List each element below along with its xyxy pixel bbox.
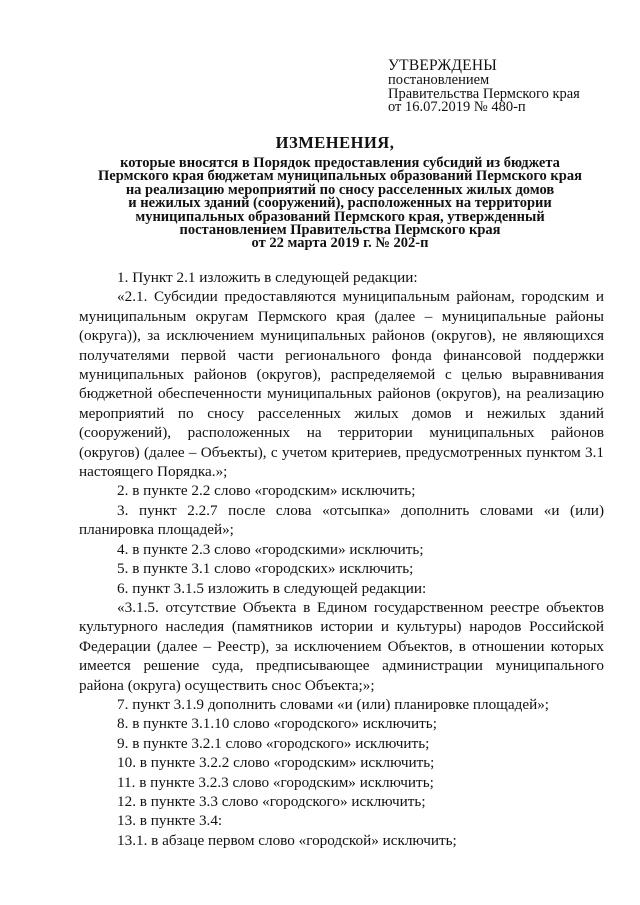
document-heading: ИЗМЕНЕНИЯ, <box>275 133 395 152</box>
subtitle-line: от 22 марта 2019 г. № 202-п <box>251 235 429 252</box>
document-body <box>79 268 604 850</box>
paragraph: 5. в пункте 3.1 слово «городских» исключить; <box>117 560 414 578</box>
paragraph: 8. в пункте 3.1.10 слово «городского» исключить; <box>117 715 437 733</box>
paragraph: 6. пункт 3.1.5 изложить в следующей редакции: <box>117 579 427 597</box>
paragraph: 11. в пункте 3.2.3 слово «городским» исключить; <box>117 773 434 791</box>
approval-line: постановлением <box>388 72 490 88</box>
approval-stamp <box>388 58 628 115</box>
paragraph: 3. пункт 2.2.7 после слова «отсыпка» дополнить словами «и (или) планировка площадей»; <box>79 501 604 539</box>
paragraph: 13.1. в абзаце первом слово «городской» исключить; <box>117 831 457 849</box>
paragraph: 12. в пункте 3.3 слово «городского» исключить; <box>117 792 426 810</box>
subtitle-line: которые вносятся в Порядок предоставления субсидий из бюджета <box>120 155 560 171</box>
subtitle-line: и нежилых зданий (сооружений), расположенных на территории <box>128 195 552 212</box>
paragraph: 1. Пункт 2.1 изложить в следующей редакции: <box>117 269 418 286</box>
paragraph: 2. в пункте 2.2 слово «городским» исключить; <box>117 482 416 500</box>
paragraph: «2.1. Субсидии предоставляются муниципальным районам, городским и муниципальным округам Пермского края (далее – муниципальные районы (округа)), за исключением муниципальных районов (округов), не являющихся получателями первой части регионального фонда финансовой поддержки муниципальных районов (округов), распределяемой с целью выравнивания бюджетной обеспеченности муниципальных районов (округов), на реализацию мероприятий по сносу расселенных жилых домов и нежилых зданий (сооружений), расположенных на территории муниципальных районов (округов) (далее – Объекты), с учетом критериев, предусмотренных пунктом 3.1 настоящего Порядка.»; <box>79 288 604 481</box>
paragraph: 13. в пункте 3.4: <box>117 812 223 830</box>
approval-date: от 16.07.2019 № 480-п <box>388 99 526 115</box>
approval-line: Правительства Пермского края <box>388 85 580 102</box>
subtitle-line: Пермского края бюджетам муниципальных образований Пермского края <box>98 168 582 185</box>
subtitle-line: муниципальных образований Пермского края, утвержденный <box>135 208 545 225</box>
paragraph: 10. в пункте 3.2.2 слово «городским» исключить; <box>117 754 435 772</box>
document-subtitle <box>70 157 610 251</box>
subtitle-line: постановлением Правительства Пермского края <box>179 222 501 239</box>
approval-title: УТВЕРЖДЕНЫ <box>388 57 497 74</box>
paragraph: 7. пункт 3.1.9 дополнить словами «и (или) планировке площадей»; <box>117 695 550 713</box>
paragraph: «3.1.5. отсутствие Объекта в Едином государственном реестре объектов культурного наследия (памятников истории и культуры) народов Российской Федерации (далее – Реестр), за исключением Объектов, в отношении которых имеется решение суда, предписывающее администрации муниципального района (округа) осуществить снос Объекта;»; <box>79 598 604 694</box>
paragraph: 4. в пункте 2.3 слово «городскими» исключить; <box>117 540 424 558</box>
paragraph: 9. в пункте 3.2.1 слово «городского» исключить; <box>117 734 430 752</box>
subtitle-line: на реализацию мероприятий по сносу расселенных жилых домов <box>125 181 555 198</box>
